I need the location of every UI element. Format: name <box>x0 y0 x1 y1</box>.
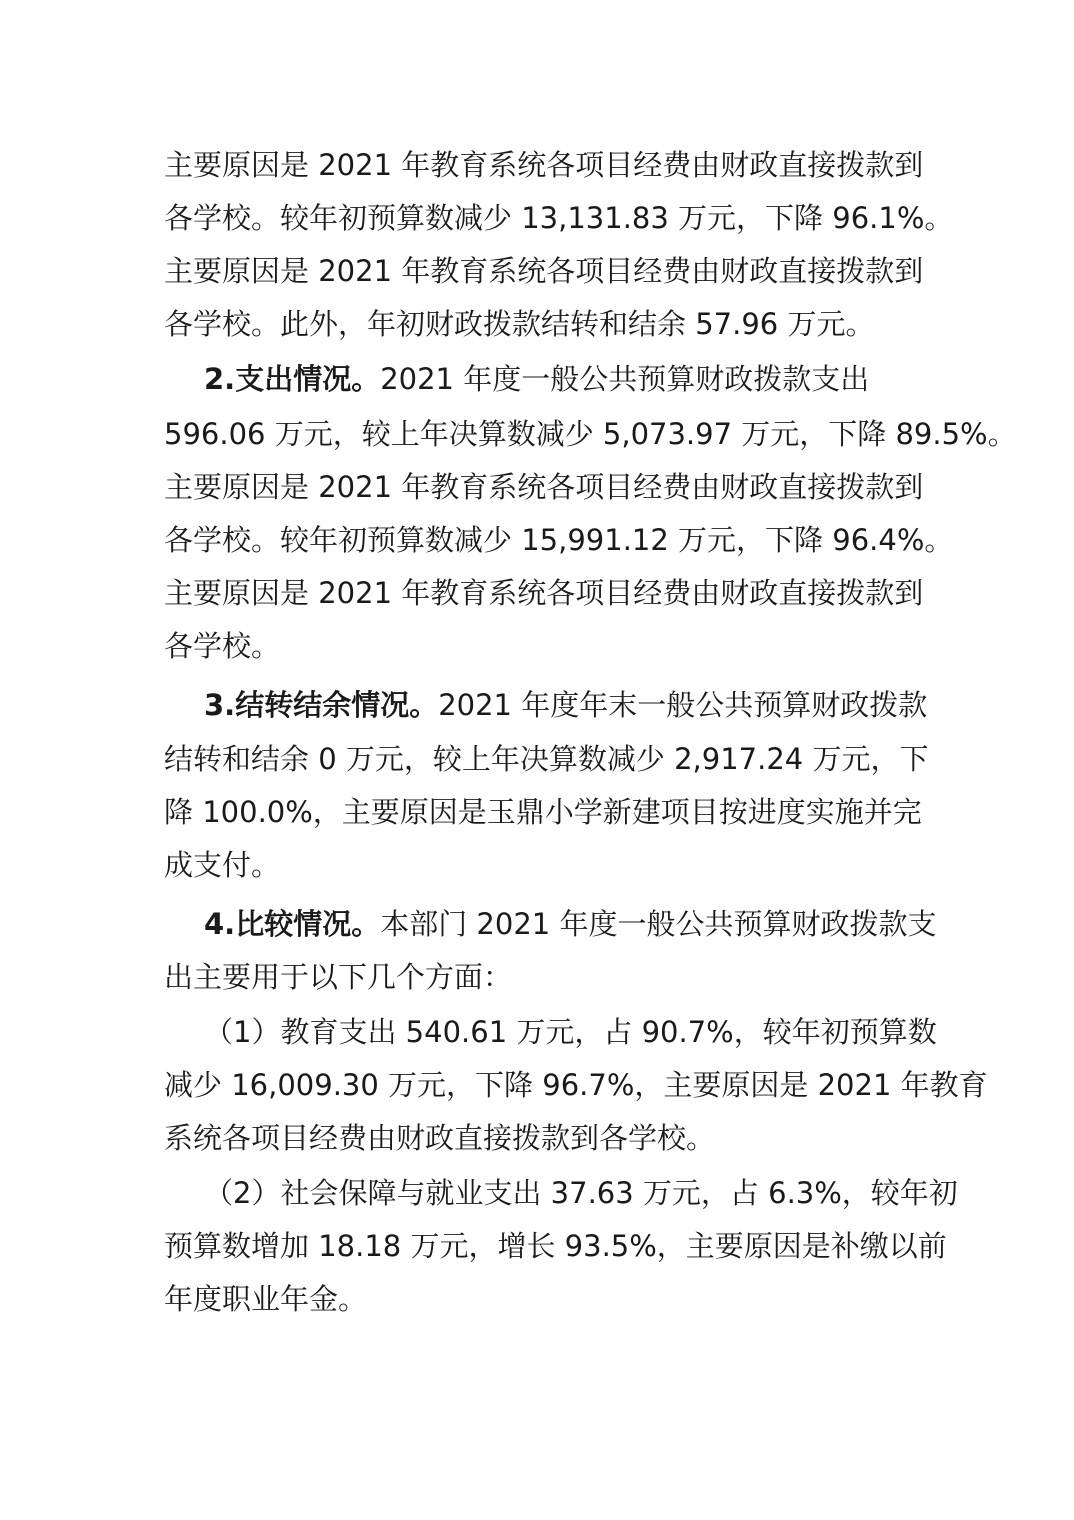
text-line: 出主要用于以下几个方面： <box>164 960 513 994</box>
paragraph-spending: 2.支出情况。2021 年度一般公共预算财政拨款支出 <box>204 362 870 396</box>
text-line: 成支付。 <box>164 848 281 882</box>
text-line: 各学校。此外，年初财政拨款结转和结余 57.96 万元。 <box>164 307 875 341</box>
text-line: 主要原因是 2021 年教育系统各项目经费由财政直接拨款到 <box>164 254 924 288</box>
text-line: 系统各项目经费由财政直接拨款到各学校。 <box>164 1121 716 1155</box>
text-line: 结转和结余 0 万元，较上年决算数减少 2,917.24 万元，下 <box>164 742 929 776</box>
text-line: 各学校。较年初预算数减少 13,131.83 万元，下降 96.1%。 <box>164 201 954 235</box>
text-line: 降 100.0%，主要原因是玉鼎小学新建项目按进度实施并完 <box>164 795 922 829</box>
section-heading: 4.比较情况。 <box>204 907 381 941</box>
section-heading: 3.结转结余情况。 <box>204 688 439 722</box>
text-line: 主要原因是 2021 年教育系统各项目经费由财政直接拨款到 <box>164 576 924 610</box>
text-line: 年度职业年金。 <box>164 1282 368 1316</box>
list-item-social-security: （2）社会保障与就业支出 37.63 万元，占 6.3%，较年初 <box>204 1176 958 1210</box>
paragraph-comparison: 4.比较情况。本部门 2021 年度一般公共预算财政拨款支 <box>204 907 937 941</box>
text-line: 减少 16,009.30 万元，下降 96.7%，主要原因是 2021 年教育 <box>164 1068 988 1102</box>
text-line: 596.06 万元，较上年决算数减少 5,073.97 万元，下降 89.5%。 <box>164 417 1017 451</box>
text-line: 预算数增加 18.18 万元，增长 93.5%，主要原因是补缴以前 <box>164 1229 947 1263</box>
text-line: 主要原因是 2021 年教育系统各项目经费由财政直接拨款到 <box>164 470 924 504</box>
text-line: 各学校。较年初预算数减少 15,991.12 万元，下降 96.4%。 <box>164 523 954 557</box>
section-heading: 2.支出情况。 <box>204 362 381 396</box>
text-line: 主要原因是 2021 年教育系统各项目经费由财政直接拨款到 <box>164 148 924 182</box>
paragraph-balance: 3.结转结余情况。2021 年度年末一般公共预算财政拨款 <box>204 688 928 722</box>
list-item-education: （1）教育支出 540.61 万元，占 90.7%，较年初预算数 <box>204 1015 937 1049</box>
text-line: 各学校。 <box>164 629 281 663</box>
